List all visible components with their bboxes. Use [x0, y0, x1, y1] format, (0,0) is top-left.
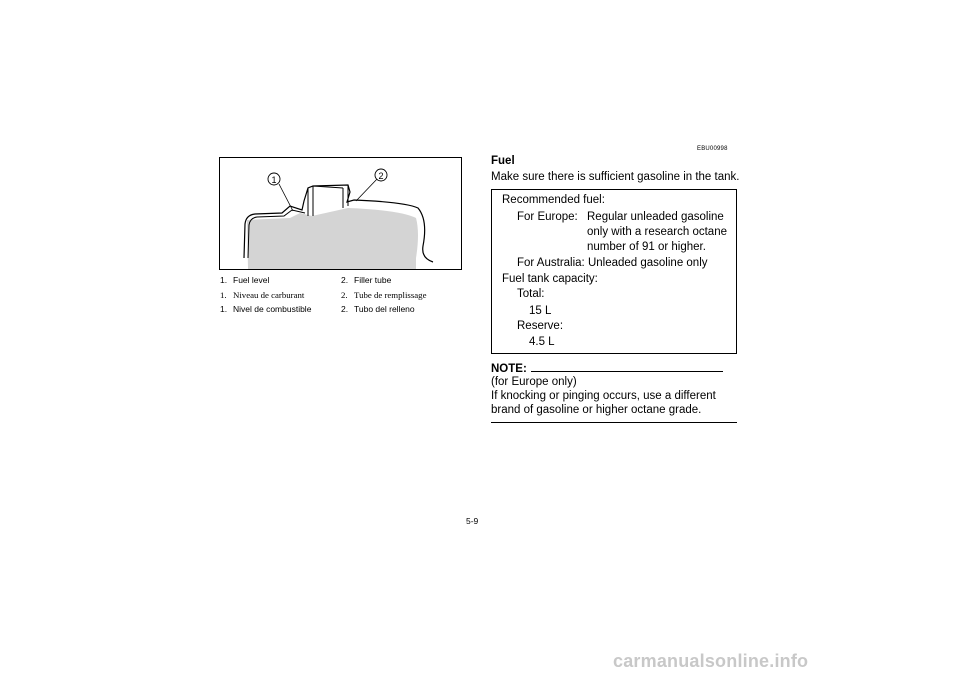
capacity-label: Fuel tank capacity: — [502, 273, 598, 285]
callout-1-label: 1 — [271, 175, 277, 185]
reserve-value: 4.5 L — [529, 336, 555, 348]
intro-text: Make sure there is sufficient gasoline in the tank. — [491, 171, 740, 183]
total-value: 15 L — [529, 305, 552, 317]
europe-line-1: Regular unleaded gasoline — [587, 211, 724, 223]
fuel-fill — [247, 208, 418, 269]
leader-line-2 — [356, 178, 378, 201]
leader-line-1 — [279, 184, 293, 211]
note-body: If knocking or pinging occurs, use a different brand of gasoline or higher octane grade. — [491, 390, 716, 416]
note-rule — [531, 371, 723, 372]
caption-es-item2: 2. Tubo del relleno — [341, 304, 415, 314]
caption-fr-item2: 2. Tube de remplissage — [341, 290, 427, 300]
watermark: carmanualsonline.info — [613, 651, 809, 671]
total-label: Total: — [517, 288, 545, 300]
caption-fr-item1: 1. Niveau de carburant — [220, 290, 305, 300]
caption-en-item2: 2. Filler tube — [341, 275, 392, 285]
note-subtitle: (for Europe only) — [491, 376, 577, 388]
callout-2-label: 2 — [378, 171, 384, 181]
fuel-tank-illustration — [219, 157, 462, 270]
fuel-tank-drawing — [220, 158, 461, 269]
caption-es-item1: 1. Nivel de combustible — [220, 304, 312, 314]
reserve-label: Reserve: — [517, 320, 564, 332]
page-number: 5-9 — [466, 516, 479, 526]
note-end-rule — [491, 422, 737, 423]
europe-line-3: number of 91 or higher. — [587, 241, 706, 253]
europe-line-2: only with a research octane — [587, 226, 727, 238]
caption-en-item1: 1. Fuel level — [220, 275, 270, 285]
fuel-spec-box — [491, 189, 737, 354]
note-label: NOTE: — [491, 363, 527, 375]
europe-label: For Europe: — [517, 211, 578, 223]
section-code: EBU00998 — [697, 146, 728, 152]
section-title: Fuel — [491, 155, 515, 167]
australia-line: For Australia: Unleaded gasoline only — [517, 257, 708, 269]
recommended-fuel-label: Recommended fuel: — [502, 194, 605, 206]
